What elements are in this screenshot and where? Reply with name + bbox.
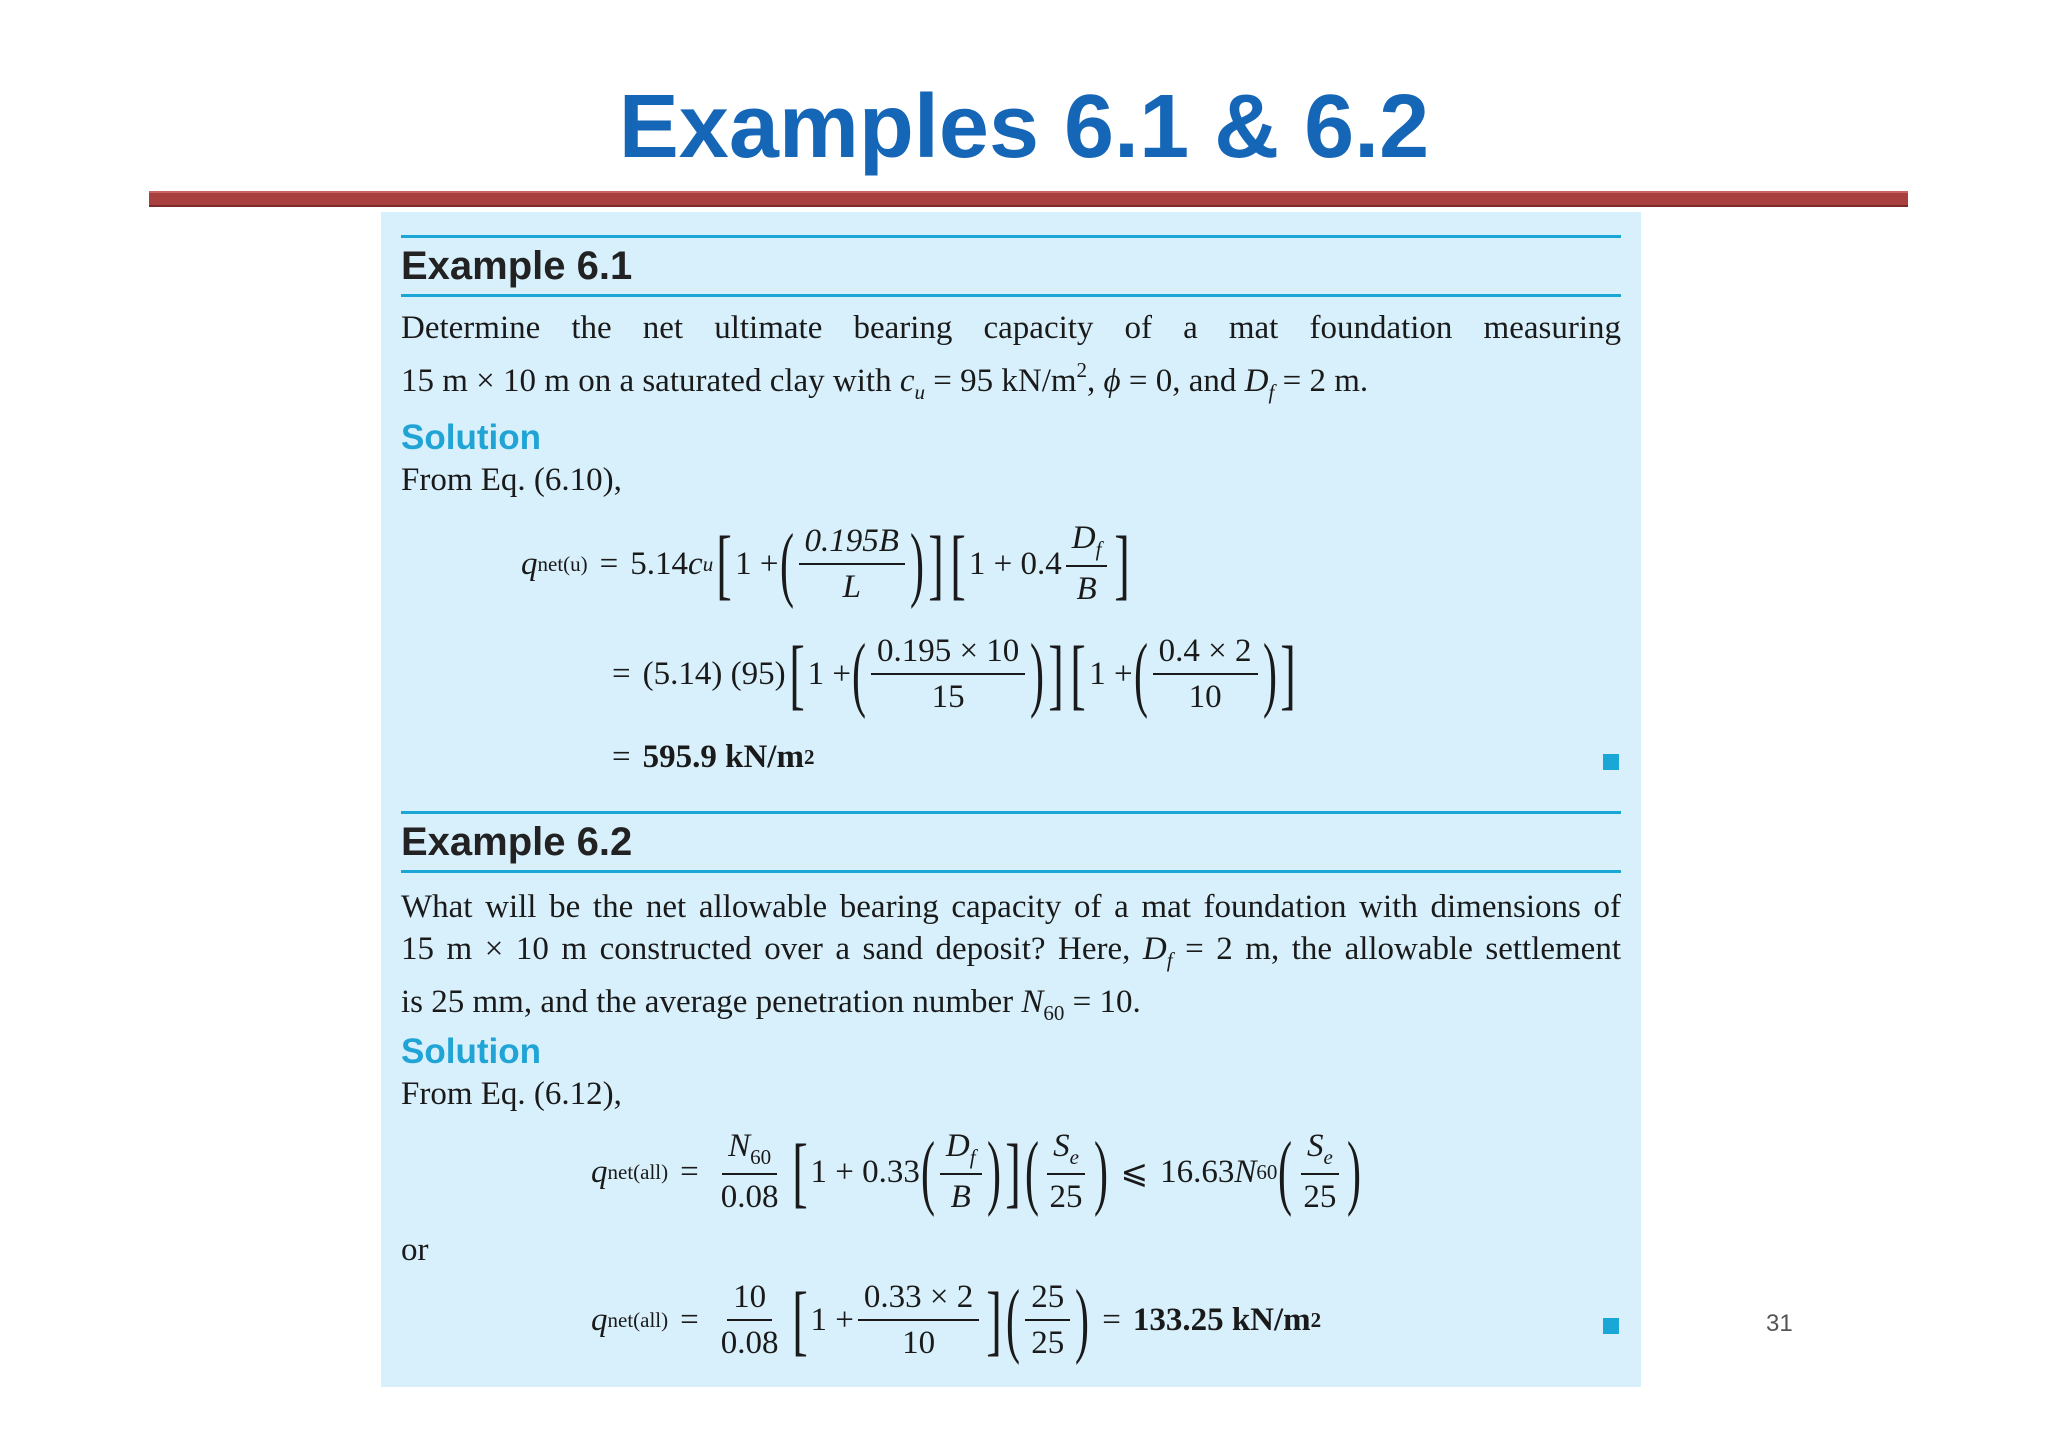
equals: =	[599, 545, 619, 582]
subscript: 60	[1043, 1001, 1065, 1025]
paren-open: (	[1024, 1125, 1039, 1218]
text: = 0, and	[1120, 363, 1245, 399]
heading-rule-bottom	[401, 294, 1621, 297]
example-6-2-panel	[381, 792, 1641, 1387]
term: 1 +	[807, 655, 851, 692]
denominator: 10	[1188, 679, 1222, 715]
paren-close: )	[1030, 627, 1045, 720]
numerator	[799, 523, 905, 565]
bracket-open: [	[791, 1128, 808, 1215]
denominator: 15	[931, 679, 965, 715]
fraction	[1066, 520, 1108, 607]
equation-reference: From Eq. (6.10),	[401, 462, 622, 498]
denominator: 25	[1031, 1325, 1065, 1361]
symbol-d: D	[1142, 931, 1167, 967]
paren-open: (	[1278, 1125, 1293, 1218]
symbol-n: N	[1021, 984, 1044, 1020]
bracket-close: ]	[1114, 520, 1131, 607]
paren-open: (	[920, 1125, 935, 1218]
denominator: 0.08	[720, 1179, 779, 1216]
denominator: 10	[902, 1325, 936, 1361]
symbol-c: c	[899, 363, 915, 399]
symbol-s: S	[1053, 1128, 1070, 1165]
symbol-n: N	[1234, 1153, 1257, 1190]
superscript: 2	[1310, 1307, 1322, 1332]
paren-close: )	[1262, 627, 1277, 720]
equals: =	[680, 1301, 699, 1338]
bracket-open: [	[788, 630, 805, 717]
bracket-open: [	[791, 1276, 808, 1363]
term: 1 +	[1089, 655, 1133, 692]
symbol-s: S	[1306, 1128, 1324, 1165]
equation-line-1	[521, 514, 1133, 614]
equation-line-3	[612, 732, 814, 782]
superscript: 2	[1076, 358, 1088, 382]
denominator: 25	[1303, 1179, 1337, 1216]
subscript: 60	[750, 1145, 772, 1170]
example-heading: Example 6.1	[401, 244, 633, 288]
equation-line-2	[612, 624, 1299, 724]
problem-line: What will be the net allowable bearing capacity of a mat foundation with dimensions of	[401, 889, 1621, 925]
symbol-phi: ϕ	[1103, 363, 1121, 399]
problem-statement	[401, 307, 1621, 413]
equation-line-2	[591, 1270, 1321, 1370]
subscript: f	[1095, 537, 1102, 562]
symbol-q: q	[521, 545, 538, 582]
numerator: 0.195 × 10	[871, 633, 1025, 675]
paren-close: )	[909, 517, 924, 610]
equals: =	[612, 655, 631, 692]
paren-close: )	[986, 1125, 1001, 1218]
paren-close: )	[1347, 1125, 1362, 1218]
numerator	[722, 1128, 777, 1175]
heading-rule-top	[401, 811, 1621, 814]
numerator	[940, 1128, 982, 1175]
subscript: f	[1166, 948, 1173, 972]
term: 1 + 0.33	[810, 1153, 920, 1190]
superscript: 2	[803, 744, 815, 769]
equation-line-1	[591, 1122, 1362, 1222]
subscript: f	[1268, 380, 1275, 404]
numerator-text: 0.195B	[804, 522, 899, 559]
text: = 10.	[1064, 984, 1141, 1020]
text: 15 m × 10 m constructed over a sand deposit? Here,	[401, 931, 1143, 967]
bracket-open: [	[716, 520, 732, 607]
fraction	[871, 633, 1025, 716]
bracket-close: ]	[1280, 630, 1297, 717]
paren-open: (	[851, 627, 866, 720]
denominator: 0.08	[720, 1325, 779, 1361]
text: ,	[1087, 363, 1104, 399]
bracket-close: ]	[928, 520, 944, 607]
numerator: 0.4 × 2	[1153, 633, 1258, 675]
denominator: B	[1076, 571, 1097, 608]
problem-line	[401, 928, 1621, 981]
or-label: or	[401, 1232, 429, 1268]
term: 1 +	[810, 1301, 854, 1338]
paren-close: )	[1075, 1273, 1090, 1366]
subscript: e	[1323, 1145, 1333, 1170]
text: is 25 mm, and the average penetration number	[401, 984, 1022, 1020]
coefficient: 5.14	[630, 545, 689, 582]
subscript: net(all)	[607, 1159, 669, 1184]
term: 1 +	[735, 545, 779, 582]
numerator	[1066, 520, 1108, 567]
symbol-n: N	[728, 1128, 751, 1165]
subscript: 60	[1256, 1159, 1278, 1184]
numerator	[1301, 1128, 1339, 1175]
fraction	[799, 523, 905, 606]
example-6-1-panel	[381, 212, 1641, 792]
bracket-close: ]	[1004, 1128, 1021, 1215]
bracket-open: [	[1070, 630, 1087, 717]
fraction	[1044, 1128, 1089, 1215]
text: = 2 m.	[1274, 363, 1369, 399]
paren-open: (	[1133, 627, 1148, 720]
numerator: 0.33 × 2	[858, 1279, 979, 1321]
symbol-c: c	[688, 545, 703, 582]
symbol-d: D	[1244, 363, 1269, 399]
fraction	[858, 1279, 979, 1362]
subscript: u	[702, 551, 714, 576]
solution-heading: Solution	[401, 1032, 541, 1071]
fraction	[715, 1128, 785, 1215]
equals: =	[680, 1153, 699, 1190]
term: (5.14) (95)	[642, 655, 786, 692]
fraction	[715, 1279, 785, 1362]
title-divider	[149, 191, 1908, 207]
heading-rule-bottom	[401, 870, 1621, 873]
fraction	[1297, 1128, 1342, 1215]
text: = 2 m, the allowable settlement	[1172, 931, 1621, 967]
page-number: 31	[1766, 1310, 1793, 1337]
subscript: u	[914, 380, 925, 404]
leq-sign: ⩽	[1120, 1155, 1149, 1191]
equals: =	[1102, 1301, 1121, 1338]
denominator: B	[950, 1179, 971, 1216]
subscript: net(u)	[537, 551, 588, 576]
slide-title: Examples 6.1 & 6.2	[618, 77, 1430, 177]
symbol-d: D	[945, 1128, 970, 1165]
fraction	[1025, 1279, 1070, 1362]
subscript: net(all)	[607, 1307, 669, 1332]
problem-line	[401, 349, 1621, 413]
fraction	[1153, 633, 1258, 716]
heading-rule-top	[401, 235, 1621, 238]
fraction	[940, 1128, 982, 1215]
numerator: 25	[1025, 1279, 1070, 1321]
numerator: 10	[727, 1279, 772, 1321]
paren-open: (	[779, 517, 794, 610]
equals: =	[612, 738, 631, 775]
example-heading: Example 6.2	[401, 820, 633, 864]
denominator: 25	[1049, 1179, 1083, 1216]
coefficient: 16.63	[1160, 1153, 1235, 1190]
term: 1 + 0.4	[968, 545, 1062, 582]
paren-close: )	[1093, 1125, 1108, 1218]
result: 133.25 kN/m	[1132, 1301, 1311, 1338]
end-of-example-square	[1603, 1318, 1619, 1334]
subscript: f	[969, 1145, 976, 1170]
bracket-open: [	[950, 520, 966, 607]
bracket-close: ]	[1048, 630, 1065, 717]
problem-line	[401, 981, 1621, 1034]
end-of-example-square	[1603, 754, 1619, 770]
bracket-close: ]	[986, 1276, 1003, 1363]
symbol-d: D	[1071, 520, 1096, 557]
text: = 95 kN/m	[925, 363, 1077, 399]
paren-open: (	[1006, 1273, 1021, 1366]
equation-reference: From Eq. (6.12),	[401, 1076, 622, 1112]
symbol-q: q	[591, 1301, 608, 1338]
result: 595.9 kN/m	[642, 738, 804, 775]
problem-statement	[401, 886, 1621, 1034]
subscript: e	[1069, 1145, 1079, 1170]
text: 15 m × 10 m on a saturated clay with	[401, 363, 900, 399]
denominator: L	[842, 569, 861, 605]
numerator	[1047, 1128, 1085, 1175]
solution-heading: Solution	[401, 418, 541, 457]
symbol-q: q	[591, 1153, 608, 1190]
problem-line: Determine the net ultimate bearing capacity of a mat foundation measuring	[401, 310, 1621, 346]
